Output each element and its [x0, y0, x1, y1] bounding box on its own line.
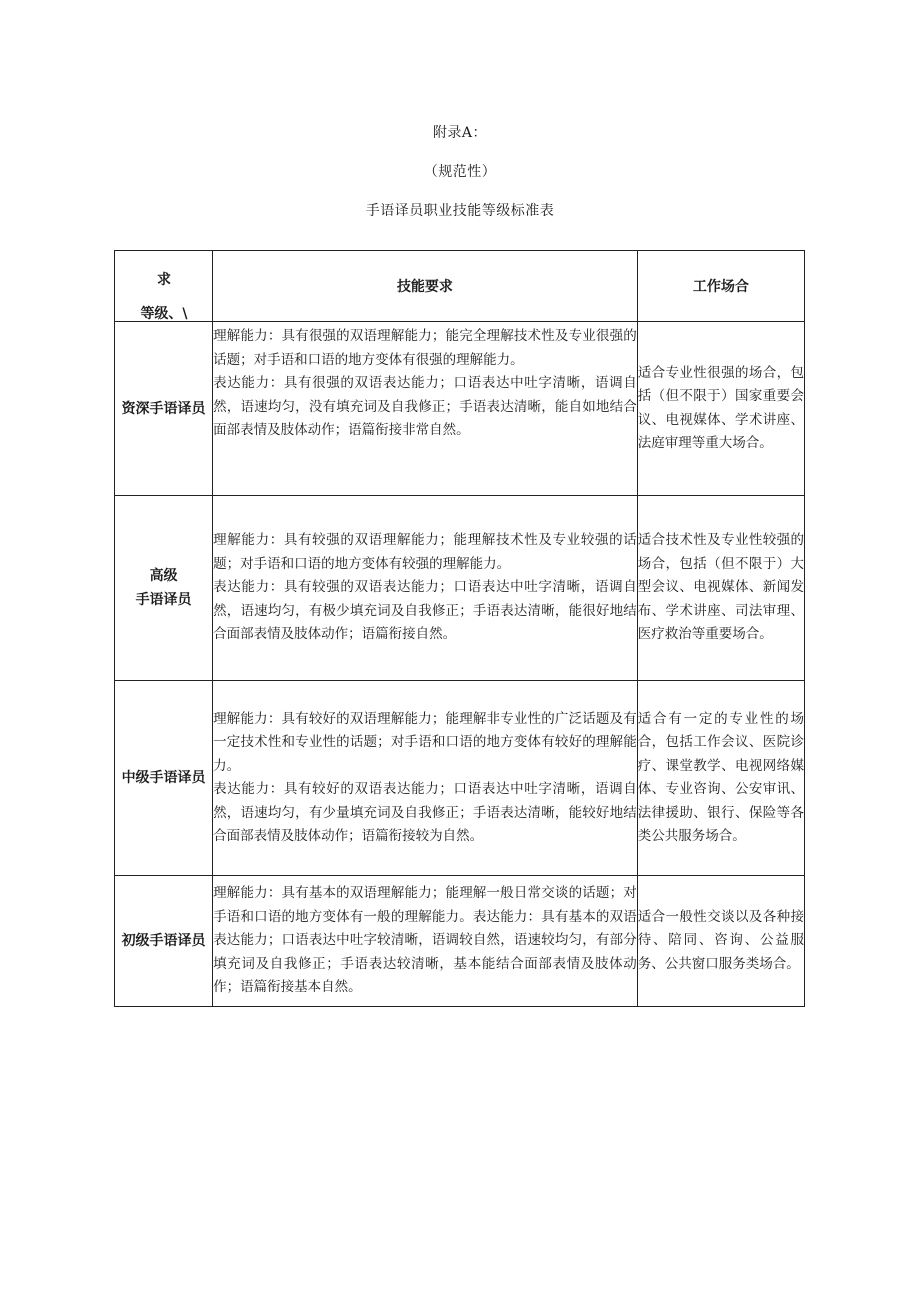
occasion-text: 适合有一定的专业性的场合，包括工作会议、医院诊疗、课堂教学、电视网络媒体、专业咨询、公安审讯、法律援助、银行、保险等各类公共服务场合。: [637, 710, 804, 844]
level-cell: [115, 322, 213, 496]
header-skill-requirements: 技能要求: [213, 251, 638, 322]
skill-cell: [213, 496, 638, 681]
skill-text: 理解能力：具有基本的双语理解能力；能理解一般日常交谈的话题；对手语和口语的地方变体有一般的理解能力。表达能力：具有基本的双语表达能力；口语表达中吐字较清晰，语调较自然，语速较均匀，有部分填充词及自我修正；手语表达较清晰，基本能结合面部表情及肢体动作；语篇衔接基本自然。: [213, 885, 637, 996]
occasion-cell: [637, 322, 804, 496]
occasion-text: 适合专业性很强的场合，包括（但不限于）国家重要会议、电视媒体、学术讲座、法庭审理等重大场合。: [637, 364, 804, 451]
skill-grade-table: [114, 250, 805, 1007]
header-corner-cell: [115, 251, 213, 322]
header-corner-bottom: 等级、\: [140, 306, 188, 322]
occasion-cell: [637, 496, 804, 681]
occasion-text: 适合一般性交谈以及各种接待、陪同、咨询、公益服务、公共窗口服务类场合。: [637, 908, 804, 972]
appendix-type: （规范性）: [423, 164, 497, 180]
level-name: 中级手语译员: [121, 770, 206, 786]
expression-text: 表达能力：具有很强的双语表达能力；口语表达中吐字清晰，语调自然，语速均匀，没有填充词及自我修正；手语表达清晰，能自如地结合面部表情及肢体动作；语篇衔接非常自然。: [213, 375, 637, 438]
level-cell: [115, 876, 213, 1007]
comprehension-text: 理解能力：具有较强的双语理解能力；能理解技术性及专业较强的话题；对手语和口语的地方变体有较强的理解能力。: [213, 532, 637, 572]
document-title: 手语译员职业技能等级标准表: [365, 203, 555, 219]
level-cell: [115, 496, 213, 681]
skill-cell: [213, 322, 638, 496]
comprehension-text: 理解能力：具有很强的双语理解能力；能完全理解技术性及专业很强的话题；对手语和口语的地方变体有很强的理解能力。: [213, 328, 637, 368]
table-row: [115, 496, 805, 681]
occasion-text: 适合技术性及专业性较强的场合，包括（但不限于）大型会议、电视媒体、新闻发布、学术讲座、司法审理、医疗救治等重要场合。: [637, 532, 804, 643]
table-header-row: [115, 251, 805, 322]
level-name: 资深手语译员: [121, 400, 206, 417]
level-cell: [115, 681, 213, 876]
header-work-occasions: 工作场合: [637, 251, 804, 322]
level-name-line2: 手语译员: [135, 592, 192, 608]
table-row: [115, 876, 805, 1007]
skill-cell: [213, 681, 638, 876]
level-name: 初级手语译员: [121, 933, 206, 949]
expression-text: 表达能力：具有较好的双语表达能力；口语表达中吐字清晰，语调自然，语速均匀，有少量填充词及自我修正；手语表达清晰，能较好地结合面部表情及肢体动作；语篇衔接较为自然。: [213, 781, 637, 844]
header-corner-top: 求: [157, 272, 171, 288]
comprehension-text: 理解能力：具有较好的双语理解能力；能理解非专业性的广泛话题及有一定技术性和专业性的话题；对手语和口语的地方变体有较好的理解能力。: [213, 710, 637, 774]
expression-text: 表达能力：具有较强的双语表达能力；口语表达中吐字清晰，语调自然，语速均匀，有极少填充词及自我修正；手语表达清晰，能很好地结合面部表情及肢体动作；语篇衔接自然。: [213, 579, 637, 643]
occasion-cell: [637, 876, 804, 1007]
skill-cell: [213, 876, 638, 1007]
occasion-cell: [637, 681, 804, 876]
appendix-label: 附录A：: [432, 125, 488, 141]
table-row: [115, 681, 805, 876]
table-row: [115, 322, 805, 496]
level-name: 高级: [149, 568, 178, 584]
